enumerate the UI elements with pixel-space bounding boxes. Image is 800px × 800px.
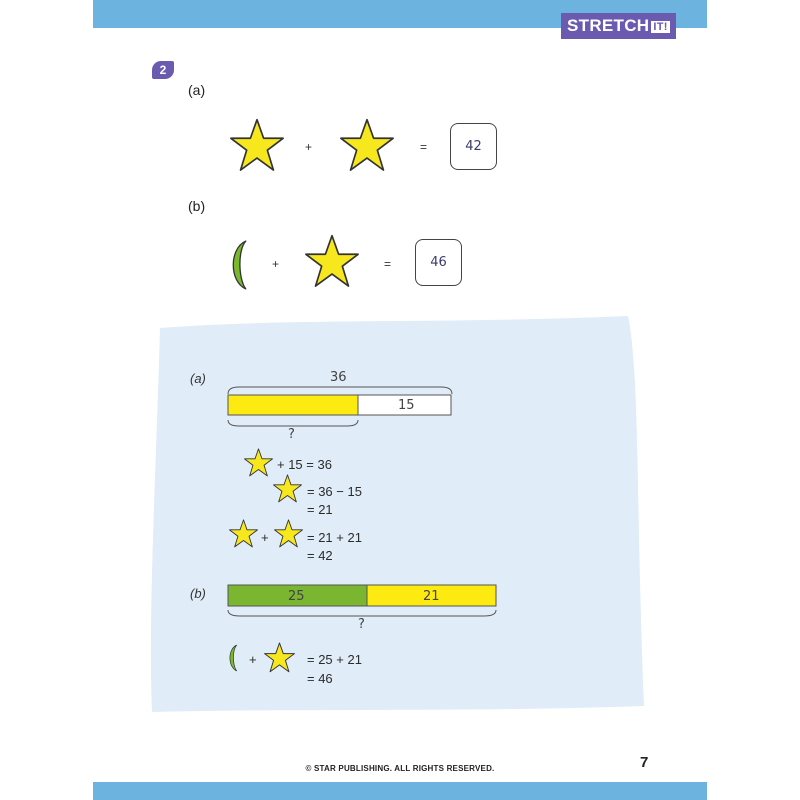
bar-b-part-1-label: 25 xyxy=(288,589,305,604)
bar-a-total-label: 36 xyxy=(330,370,347,385)
badge-suffix-text: IT! xyxy=(653,21,668,33)
star-icon xyxy=(227,519,260,549)
bar-a-unknown-label: ? xyxy=(288,427,295,442)
part-b-label: (b) xyxy=(188,198,206,214)
solution-b-line-1: = 25 + 21 xyxy=(307,652,362,667)
answer-box-b: 46 xyxy=(415,239,462,286)
star-icon xyxy=(301,234,363,290)
solution-a-line-4: = 21 + 21 xyxy=(307,530,362,545)
star-icon xyxy=(272,519,305,549)
solution-b-line-2: = 46 xyxy=(307,671,333,686)
equals-sign: = xyxy=(384,257,392,271)
solution-a-label: (a) xyxy=(190,371,206,386)
equals-sign: = xyxy=(420,140,428,154)
stretch-it-badge xyxy=(561,13,676,39)
solution-b-plus: + xyxy=(249,652,257,667)
copyright-footer: © STAR PUBLISHING. ALL RIGHTS RESERVED. xyxy=(305,764,495,773)
star-icon xyxy=(336,118,398,174)
star-icon xyxy=(262,642,297,674)
star-icon xyxy=(271,474,304,504)
page-number: 7 xyxy=(640,754,649,771)
moon-icon xyxy=(226,236,252,294)
solution-a-plus: + xyxy=(261,530,269,545)
bar-b-unknown-label: ? xyxy=(358,617,365,632)
bar-b-part-2-label: 21 xyxy=(423,589,440,604)
solution-b-label: (b) xyxy=(190,586,206,601)
bottom-color-band xyxy=(93,782,707,800)
answer-box-a: 42 xyxy=(450,123,497,170)
solution-panel xyxy=(146,314,646,714)
solution-a-line-5: = 42 xyxy=(307,548,333,563)
solution-a-line-3: = 21 xyxy=(307,502,333,517)
moon-icon xyxy=(226,643,240,673)
star-icon xyxy=(226,118,288,174)
solution-a-line-1: + 15 = 36 xyxy=(277,457,332,472)
bar-a-known-part-label: 15 xyxy=(398,398,415,413)
bar-model-b xyxy=(226,583,500,609)
plus-sign: + xyxy=(272,257,280,271)
bar-model-a xyxy=(225,382,455,432)
part-a-label: (a) xyxy=(188,82,206,98)
badge-main-text: STRETCH xyxy=(567,16,650,35)
question-number: 2 xyxy=(152,61,174,79)
solution-a-line-2: = 36 − 15 xyxy=(307,484,362,499)
plus-sign: + xyxy=(305,140,313,154)
